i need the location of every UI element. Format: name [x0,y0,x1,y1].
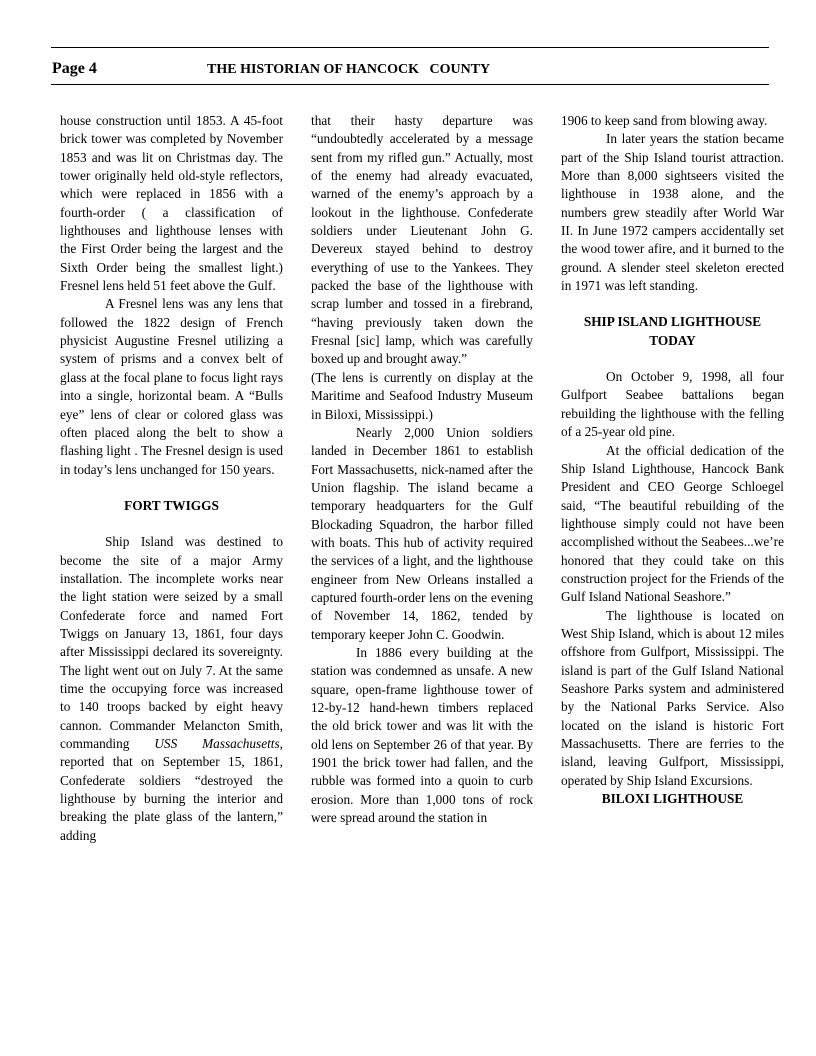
col3-paragraph-3: On October 9, 1998, all four Gulfport Seabee battalions began rebuilding the lighthouse with the felling of a 25-year old pine. [561,369,784,440]
col2-paragraph-3: Nearly 2,000 Union soldiers landed in December 1861 to establish Fort Massachusetts, nick-named after the Union flagship. The island became a temporary headquarters for the Gulf Blockading Squadron, the harbor filled with boats. This hub of activity required the services of a light, and the lighthouse engineer from New Orleans installed a captured fourth-order lens on the evening of November 14, 1862, tended by temporary keeper John C. Goodwin. [311,424,533,642]
col1-paragraph-2: A Fresnel lens was any lens that followed the 1822 design of French physicist Augustine Fresnel utilizing a system of prisms and a convex belt of glass at the focal plane to focus light rays into a single, horizontal beam. A “Bulls eye” lens of clear or colored glass was often placed along the belt to show a flashing light . The Fresnel design is used in today’s lens unchanged for 150 years. [60,296,283,477]
col3-paragraph-2: In later years the station became part of the Ship Island tourist attraction. More than 8,000 sightseers visited the lighthouse in 1938 alone, and the numbers grew steadily after World War II. In June 1972 campers accidentally set the wood tower afire, and it burned to the ground. A slender steel skeleton erected in 1971 was left standing. [561,131,784,294]
col1-paragraph-1: house construction until 1853. A 45-foot brick tower was completed by November 1853 and was lit on Christmas day. The tower originally held old-style reflectors, which were replaced in 1856 with a fourth-order ( a classification of lighthouses and lighthouse lenses with the First Order being the largest and the Sixth Order being the smallest light.) Fresnel lens held 51 feet above the Gulf. [60,113,283,294]
publication-title: THE HISTORIAN OF HANCOCK COUNTY [207,62,491,77]
col3-paragraph-1: 1906 to keep sand from blowing away. [561,113,768,128]
col3-paragraph-4: At the official dedication of the Ship Island Lighthouse, Hancock Bank President and CEO George Schloegel said, “The beautiful rebuilding of the lighthouse simply could not have been accomplished without the Seabees...we’re honored that they could take on this construction project for the Friends of the Gulf Island National Seashore.” [561,442,785,605]
ship-name: USS Massachusetts [154,736,280,751]
col2-paragraph-4: In 1886 every building at the station was condemned as unsafe. A new square, open-frame lighthouse tower of 12-by-12 hand-hewn timbers replaced the old brick tower and was lit with the old lens on September 26 of that year. By 1901 the brick tower had fallen, and the rubble was formed into a quoin to curb erosion. More than 1,000 tons of rock were spread around the station in [311,644,533,826]
column-2 [311,112,533,827]
col1-paragraph-3-part-a: Ship Island was destined to become the site of a major Army installation. The incomplete works near the light station were seized by a small Confederate force and named Fort Twiggs on January 13, 1861, four days after Mississippi declared its sovereignty. The light went out on July 7. At the same time the occupying force was increased to 140 troops backed by eight heavy cannon. Commander Melancton Smith, commanding [60,534,283,751]
col2-paragraph-2: (The lens is currently on display at the Maritime and Seafood Industry Museum in Biloxi, Mississippi.) [311,369,533,422]
col1-paragraph-3 [60,533,283,845]
page-header [52,60,768,82]
biloxi-lighthouse-heading: BILOXI LIGHTHOUSE [601,791,744,807]
page-number: Page 4 [52,60,97,77]
col3-paragraph-5: The lighthouse is located on West Ship Island, which is about 12 miles offshore from Gulfport, Mississippi. The island is part of the Gulf Island National Seashore Parks system and administered by the National Parks Service. Also located on the island is historic Fort Massachusetts. There are ferries to the island, leaving Gulfport, Mississippi, operated by Ship Island Excursions. [561,607,784,788]
fort-twiggs-heading: FORT TWIGGS [124,497,219,513]
header-bottom-rule [51,84,769,85]
ship-island-lighthouse-today-heading: SHIP ISLAND LIGHTHOUSE TODAY [583,314,762,348]
column-3 [561,112,784,808]
column-1 [60,112,283,845]
header-top-rule [51,47,769,48]
col1-paragraph-3-part-b: , reported that on September 15, 1861, Confederate soldiers “destroyed the lighthouse by burning the interior and breaking the plate glass of the lantern,” adding [60,736,283,843]
col2-paragraph-1: that their hasty departure was “undoubtedly accelerated by a message sent from my rifled gun.” Actually, most of the enemy had already evacuated, warned of the enemy’s approach by a lookout in the lighthouse. Confederate soldiers under Lieutenant John G. Devereux stayed behind to destroy everything of use to the Yankees. They packed the base of the lighthouse with scrap lumber and tossed in a firebrand, “having previously taken down the Fresnal [sic] lamp, which was carefully boxed up and brought away.” [311,113,533,367]
